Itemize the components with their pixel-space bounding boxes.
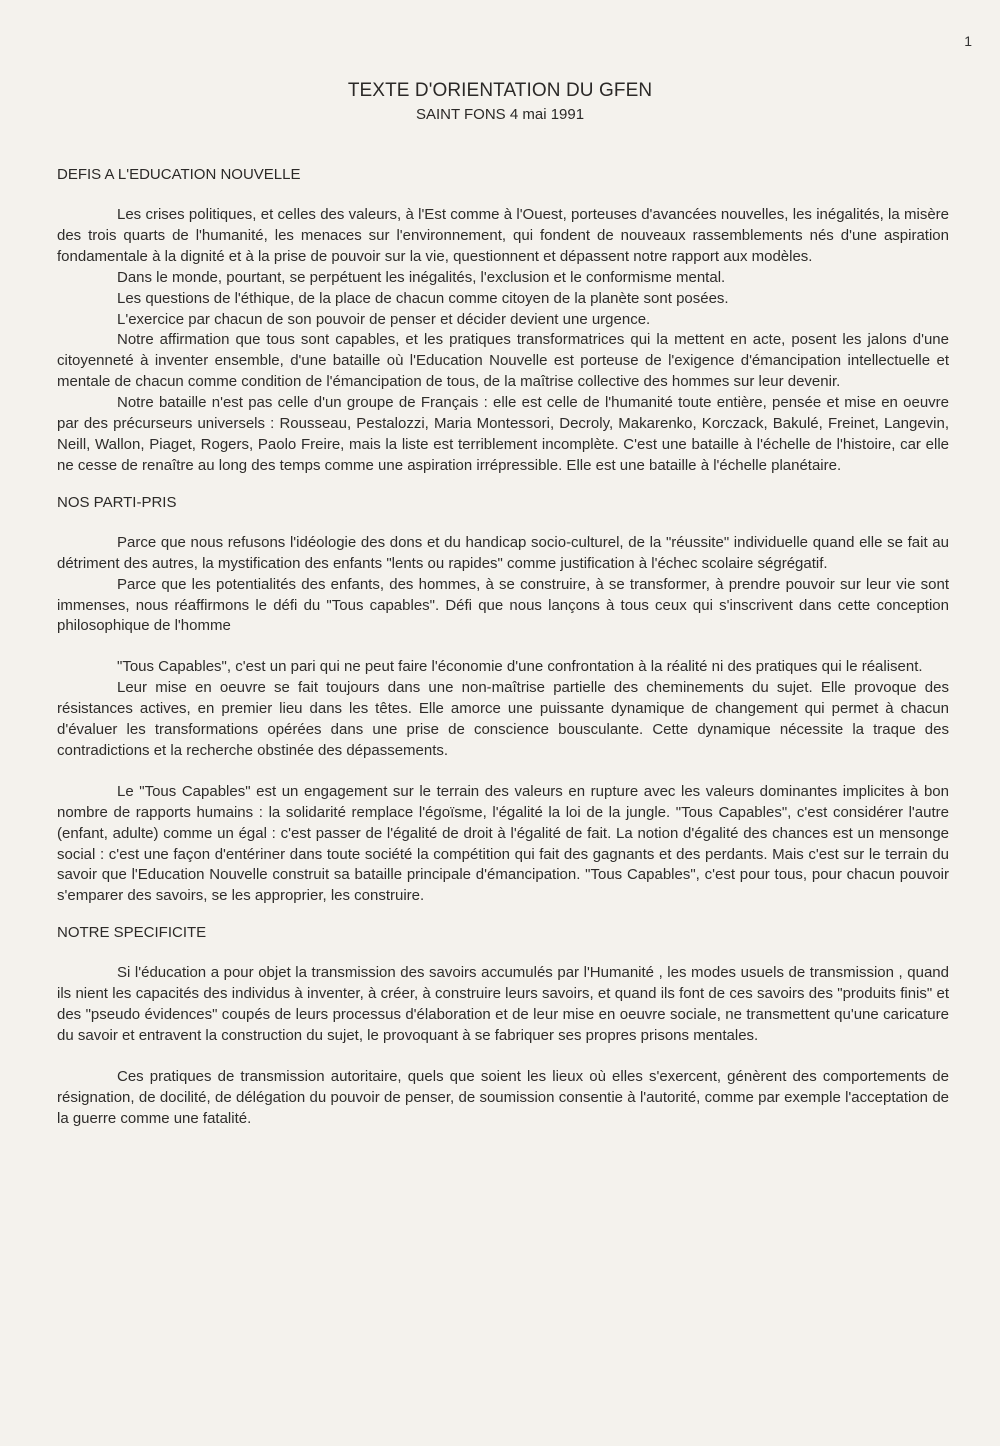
section-heading: DEFIS A L'EDUCATION NOUVELLE [57, 166, 301, 183]
paragraph: Si l'éducation a pour objet la transmission des savoirs accumulés par l'Humanité , les modes usuels de transmission , quand ils nient les capacités des individus à inventer, à créer, à construire leurs savoirs, et quand ils font de ces savoirs des "produits finis" et des "pseudo évidences" coupés de leurs processus d'élaboration et de leur mise en oeuvre sociale, ne transmettent qu'une caricature du savoir et entravent la construction du sujet, le provoquant à se fabriquer ses propres prisons mentales. [57, 964, 949, 1044]
paragraph: Le "Tous Capables" est un engagement sur le terrain des valeurs en rupture avec les valeurs dominantes implicites à bon nombre de rapports humains : la solidarité remplace l'égoïsme, l'égalité la loi de la jungle. "Tous Capables", c'est considérer l'autre (enfant, adulte) comme un égal : c'est passer de l'égalité de droit à l'égalité de fait. La notion d'égalité des chances est un mensonge social : c'est une façon d'entériner dans toute société la compétition qui fait des gagnants et des perdants. Mais c'est sur le terrain du savoir que l'Education Nouvelle construit sa bataille principale d'émancipation. "Tous Capables", c'est pour tous, pour chacun pouvoir s'emparer des savoirs, se les approprier, les construire. [57, 782, 949, 905]
paragraph: Les questions de l'éthique, de la place de chacun comme citoyen de la planète sont posées. [117, 289, 729, 307]
paragraph: Notre affirmation que tous sont capables, et les pratiques transformatrices qui la mettent en acte, posent les jalons d'une citoyenneté à inventer ensemble, d'une bataille où l'Education Nouvelle est porteuse de l'exigence d'émancipation intellectuelle et mentale de chacun comme condition de l'émancipation de tous, de la maîtrise collective des hommes sur leur devenir. [57, 331, 949, 391]
document-subtitle: SAINT FONS 4 mai 1991 [415, 106, 585, 123]
section-heading: NOTRE SPECIFICITE [57, 924, 207, 942]
paragraph: Parce que nous refusons l'idéologie des dons et du handicap socio-culturel, de la "réussite" individuelle quand elle se fait au détriment des autres, la mystification des enfants "lents ou rapides" comme justification à l'échec scolaire ségrégatif. [57, 533, 949, 572]
paragraph: Les crises politiques, et celles des valeurs, à l'Est comme à l'Ouest, porteuses d'avancées nouvelles, les inégalités, la misère des trois quarts de l'humanité, les menaces sur l'environnement, qui fondent de nouveaux rassemblements nés d'une aspiration fondamentale à la dignité et à la prise de pouvoir sur la vie, questionnent et dépassent notre rapport aux modèles. [57, 206, 949, 265]
paragraph: L'exercice par chacun de son pouvoir de penser et décider devient une urgence. [117, 310, 651, 328]
section-specificite [57, 923, 949, 1129]
section-heading: NOS PARTI-PRIS [57, 493, 177, 511]
paragraph: Leur mise en oeuvre se fait toujours dans une non-maîtrise partielle des cheminements du sujet. Elle provoque des résistances actives, en premier lieu dans les têtes. Elle amorce une puissante dynamique de changement qui permet à chacun d'évaluer les transformations opérées dans une prise de conscience bousculante. Cette dynamique nécessite la traque des contradictions et la recherche obstinée des dépassements. [57, 679, 949, 759]
paragraph: Dans le monde, pourtant, se perpétuent les inégalités, l'exclusion et le conformisme mental. [117, 268, 726, 286]
section-parti-pris [57, 493, 949, 908]
section-defis [57, 165, 949, 477]
paragraph: Parce que les potentialités des enfants, des hommes, à se construire, à se transformer, à prendre pouvoir sur leur vie sont immenses, nous réaffirmons le défi du "Tous capables". Défi que nous lançons à tous ceux qui s'inscrivent dans cette conception philosophique de l'homme [57, 575, 949, 635]
paragraph: Notre bataille n'est pas celle d'un groupe de Français : elle est celle de l'humanité toute entière, pensée et mise en oeuvre par des précurseurs universels : Rousseau, Pestalozzi, Maria Montessori, Decroly, Makarenko, Korczack, Bakulé, Freinet, Langevin, Neill, Wallon, Piaget, Rogers, Paolo Freire, mais la liste est terriblement incomplète. C'est une bataille à l'échelle de l'histoire, car elle ne cesse de renaître au long des temps comme une aspiration irrépressible. Elle est une bataille à l'échelle planétaire. [57, 394, 949, 474]
document-body [57, 150, 949, 1130]
document-title: TEXTE D'ORIENTATION DU GFEN [347, 80, 653, 101]
paragraph: "Tous Capables", c'est un pari qui ne peut faire l'économie d'une confrontation à la réalité ni des pratiques qui le réalisent. [117, 658, 923, 676]
paragraph: Ces pratiques de transmission autoritaire, quels que soient les lieux où elles s'exercent, génèrent des comportements de résignation, de docilité, de délégation du pouvoir de penser, de soumission consentie à l'autorité, comme par exemple l'acceptation de la guerre comme une fatalité. [57, 1067, 949, 1127]
page-number: 1 [964, 33, 972, 49]
